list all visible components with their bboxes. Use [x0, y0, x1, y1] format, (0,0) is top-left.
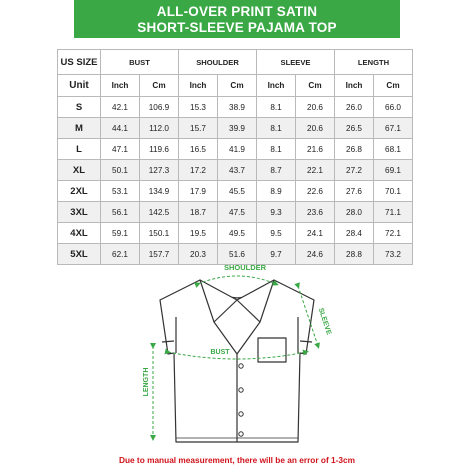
table-cell: 68.1 [374, 139, 413, 160]
table-cell: 8.9 [257, 181, 296, 202]
title-banner [74, 0, 400, 38]
size-label: XL [58, 160, 101, 181]
table-cell: 142.5 [140, 202, 179, 223]
unit-header-row [58, 75, 413, 97]
size-label: 5XL [58, 244, 101, 265]
table-cell: 27.6 [335, 181, 374, 202]
table-row [58, 160, 413, 181]
table-cell: 39.9 [218, 118, 257, 139]
table-cell: 42.1 [101, 97, 140, 118]
bust-header: BUST [101, 50, 179, 75]
shoulder-label: SHOULDER [223, 263, 267, 272]
title-line-1: ALL-OVER PRINT SATIN [156, 4, 318, 19]
table-cell: 59.1 [101, 223, 140, 244]
sleeve-header: SLEEVE [257, 50, 335, 75]
table-cell: 47.1 [101, 139, 140, 160]
size-label: M [58, 118, 101, 139]
size-label: 4XL [58, 223, 101, 244]
table-cell: 38.9 [218, 97, 257, 118]
unit-cell: Cm [218, 75, 257, 97]
table-cell: 50.1 [101, 160, 140, 181]
size-label: S [58, 97, 101, 118]
table-cell: 8.1 [257, 97, 296, 118]
table-cell: 157.7 [140, 244, 179, 265]
table-cell: 20.6 [296, 118, 335, 139]
table-cell: 71.1 [374, 202, 413, 223]
table-cell: 56.1 [101, 202, 140, 223]
unit-cell: Inch [257, 75, 296, 97]
us-size-header: US SIZE [58, 50, 101, 75]
table-cell: 45.5 [218, 181, 257, 202]
table-cell: 62.1 [101, 244, 140, 265]
table-cell: 15.3 [179, 97, 218, 118]
table-row [58, 181, 413, 202]
table-cell: 18.7 [179, 202, 218, 223]
sleeve-label: SLEEVE [316, 307, 333, 336]
table-cell: 24.1 [296, 223, 335, 244]
length-label: LENGTH [143, 367, 150, 397]
table-cell: 134.9 [140, 181, 179, 202]
table-cell: 66.0 [374, 97, 413, 118]
table-cell: 8.1 [257, 139, 296, 160]
table-cell: 28.4 [335, 223, 374, 244]
size-label: 3XL [58, 202, 101, 223]
table-cell: 112.0 [140, 118, 179, 139]
table-cell: 19.5 [179, 223, 218, 244]
table-cell: 21.6 [296, 139, 335, 160]
table-cell: 23.6 [296, 202, 335, 223]
table-cell: 9.7 [257, 244, 296, 265]
bust-label: BUST [210, 349, 230, 356]
table-cell: 16.5 [179, 139, 218, 160]
table-cell: 17.9 [179, 181, 218, 202]
table-cell: 106.9 [140, 97, 179, 118]
table-cell: 20.6 [296, 97, 335, 118]
table-cell: 26.5 [335, 118, 374, 139]
table-cell: 26.8 [335, 139, 374, 160]
table-row [58, 223, 413, 244]
table-cell: 73.2 [374, 244, 413, 265]
table-cell: 24.6 [296, 244, 335, 265]
size-chart-table [57, 49, 413, 265]
table-cell: 8.7 [257, 160, 296, 181]
length-header: LENGTH [335, 50, 413, 75]
table-cell: 72.1 [374, 223, 413, 244]
unit-cell: Inch [179, 75, 218, 97]
table-row [58, 97, 413, 118]
table-cell: 127.3 [140, 160, 179, 181]
table-cell: 27.2 [335, 160, 374, 181]
table-cell: 26.0 [335, 97, 374, 118]
unit-cell: Cm [296, 75, 335, 97]
table-cell: 28.0 [335, 202, 374, 223]
table-cell: 22.1 [296, 160, 335, 181]
unit-header: Unit [58, 75, 101, 97]
table-cell: 69.1 [374, 160, 413, 181]
table-cell: 17.2 [179, 160, 218, 181]
unit-cell: Cm [140, 75, 179, 97]
table-cell: 119.6 [140, 139, 179, 160]
table-cell: 49.5 [218, 223, 257, 244]
table-row [58, 118, 413, 139]
table-cell: 51.6 [218, 244, 257, 265]
table-cell: 70.1 [374, 181, 413, 202]
table-cell: 20.3 [179, 244, 218, 265]
table-cell: 43.7 [218, 160, 257, 181]
unit-cell: Inch [335, 75, 374, 97]
table-row [58, 202, 413, 223]
size-label: L [58, 139, 101, 160]
shoulder-measure-arrow [198, 276, 276, 284]
size-label: 2XL [58, 181, 101, 202]
table-cell: 53.1 [101, 181, 140, 202]
unit-cell: Cm [374, 75, 413, 97]
pajama-top-illustration [160, 280, 314, 442]
table-cell: 9.3 [257, 202, 296, 223]
table-cell: 8.1 [257, 118, 296, 139]
table-cell: 28.8 [335, 244, 374, 265]
table-row [58, 139, 413, 160]
table-cell: 9.5 [257, 223, 296, 244]
table-cell: 47.5 [218, 202, 257, 223]
unit-cell: Inch [101, 75, 140, 97]
table-cell: 67.1 [374, 118, 413, 139]
table-cell: 15.7 [179, 118, 218, 139]
title-line-2: SHORT-SLEEVE PAJAMA TOP [137, 20, 337, 35]
shirt-measurement-diagram [0, 262, 474, 452]
table-cell: 41.9 [218, 139, 257, 160]
table-cell: 22.6 [296, 181, 335, 202]
table-cell: 150.1 [140, 223, 179, 244]
measurement-note: Due to manual measurement, there will be an error of 1-3cm [118, 455, 356, 465]
shoulder-header: SHOULDER [179, 50, 257, 75]
table-cell: 44.1 [101, 118, 140, 139]
group-header-row [58, 50, 413, 75]
